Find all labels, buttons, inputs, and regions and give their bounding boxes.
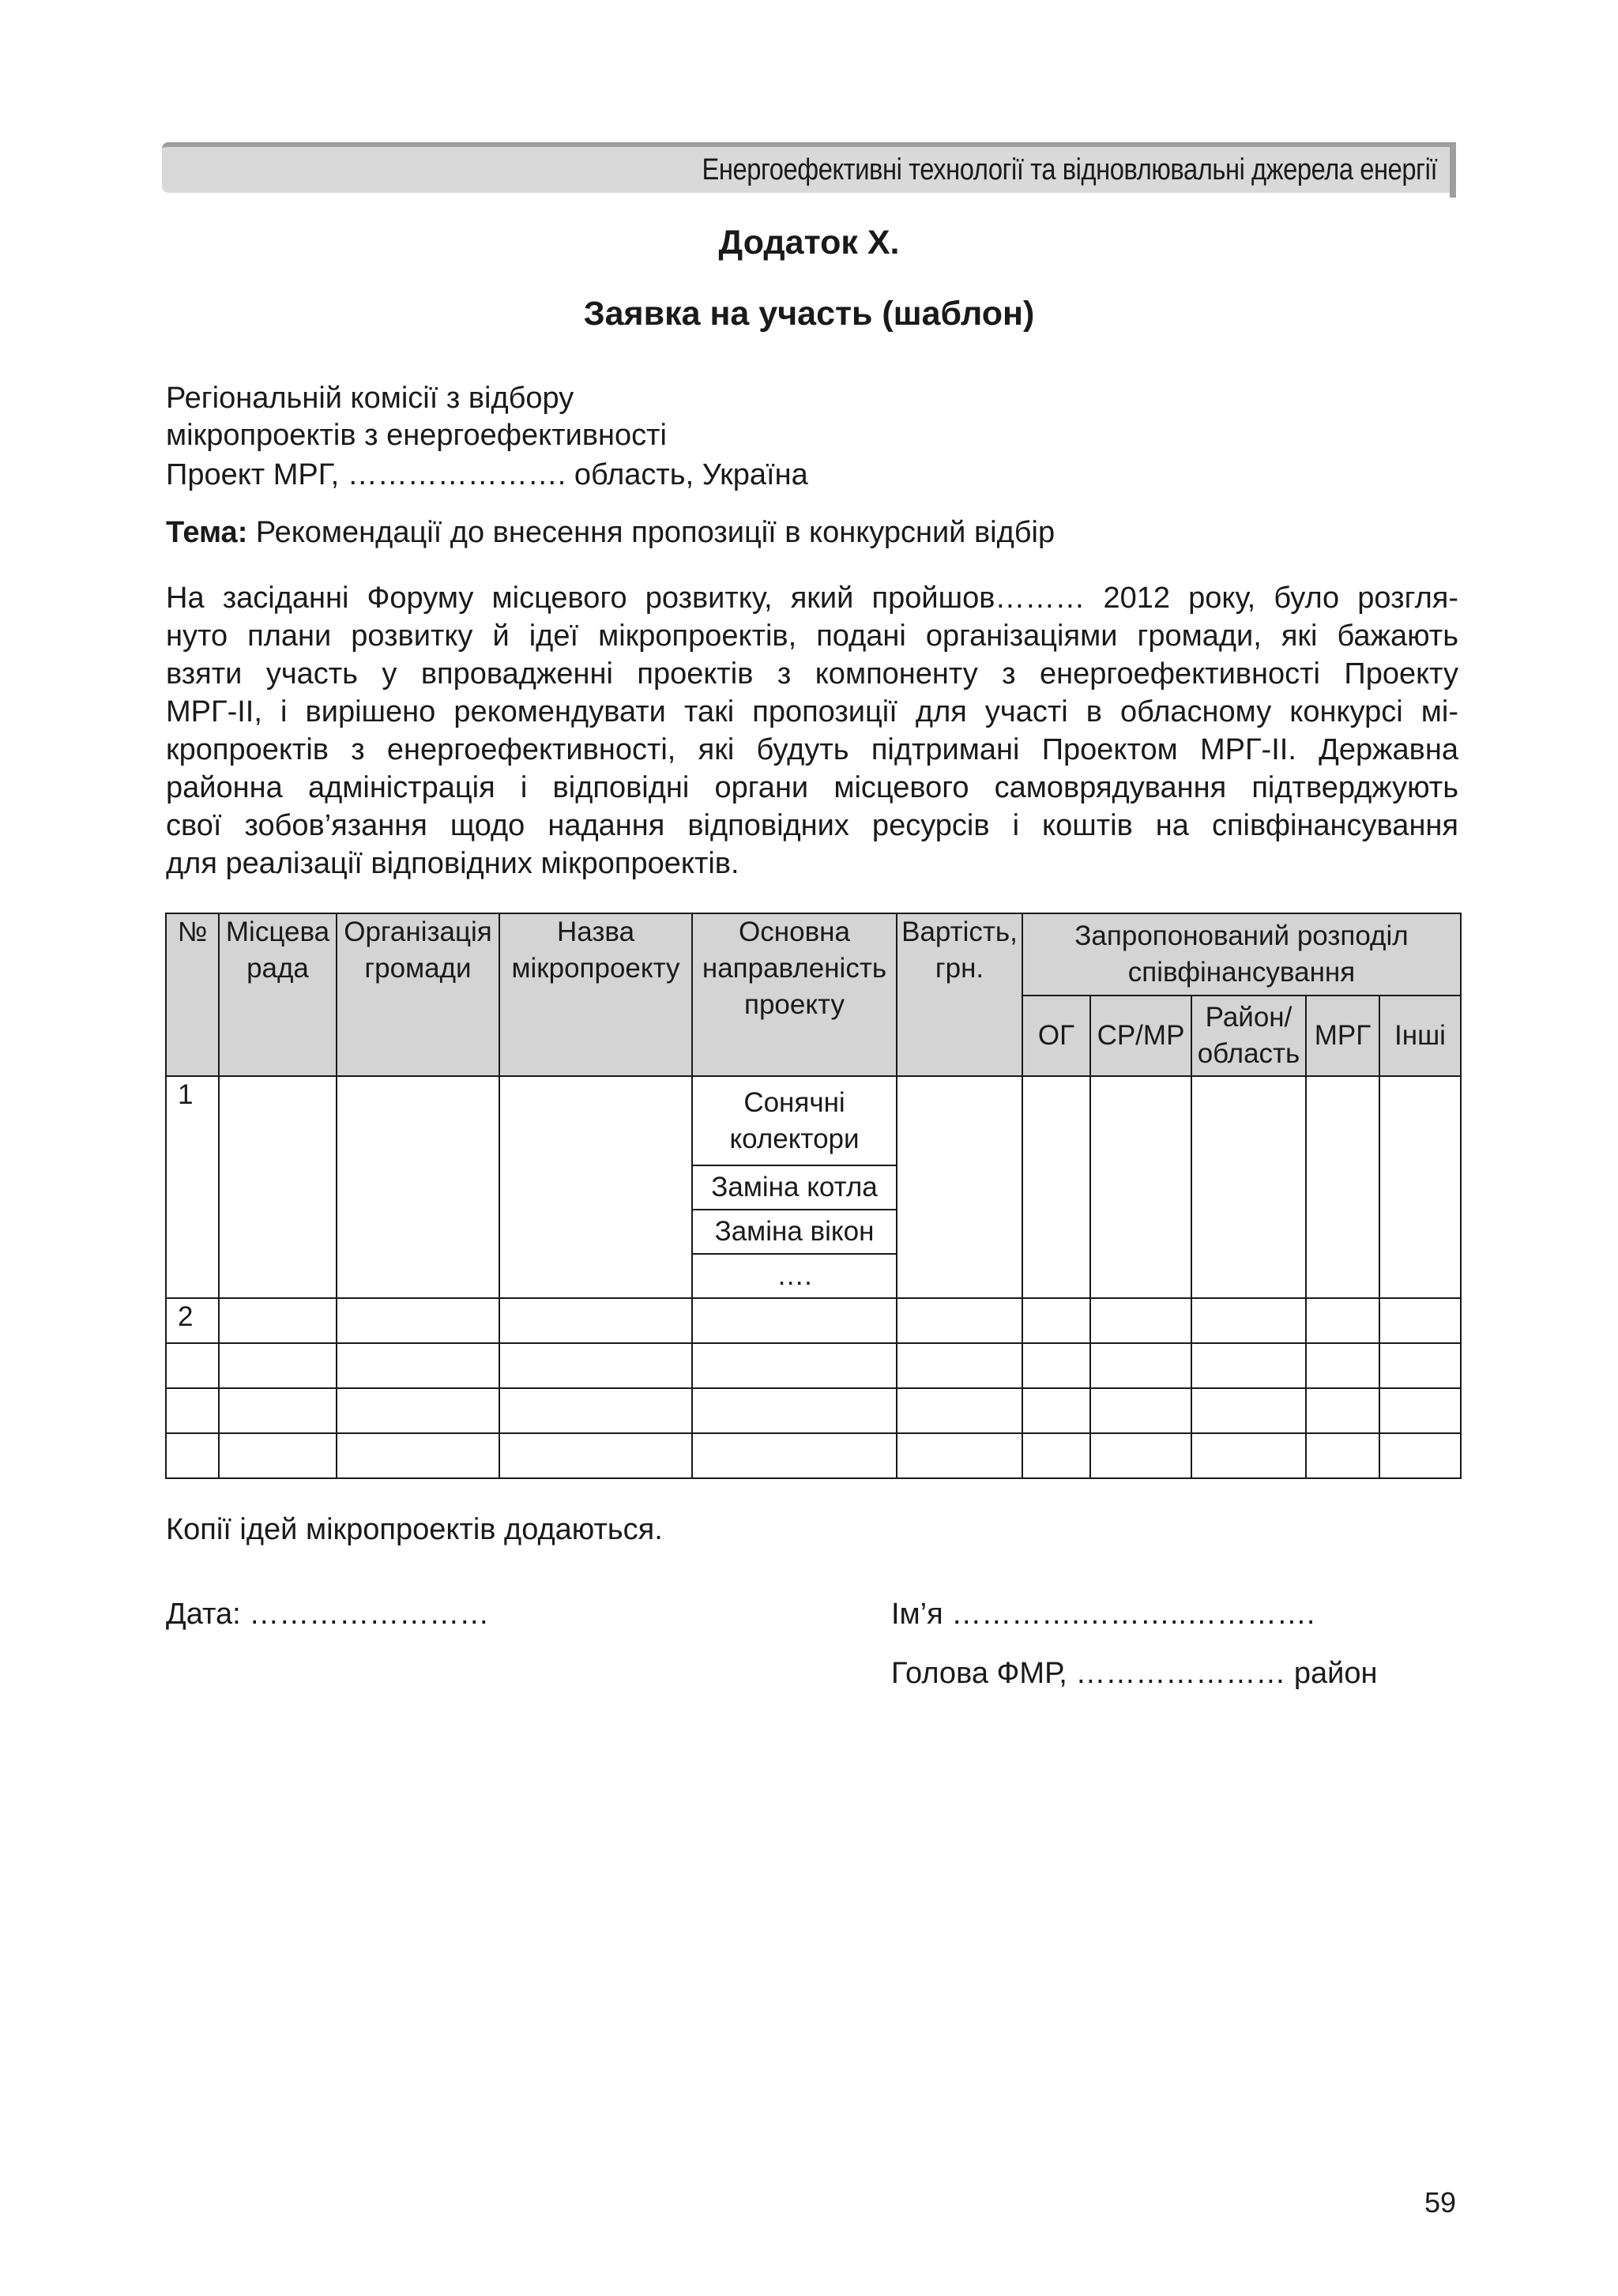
table-row [166, 1298, 1461, 1343]
running-title: Енергоефективні технології та відновлювальні джерела енергії [702, 153, 1437, 186]
table-cell [1022, 1076, 1090, 1298]
table-cell [1379, 1298, 1461, 1343]
body-paragraph [166, 579, 1458, 883]
table-cell [692, 1388, 897, 1433]
table-cell [1379, 1433, 1461, 1478]
header-region: Район/ область [1191, 996, 1306, 1076]
table-cell [1379, 1388, 1461, 1433]
table-cell [499, 1388, 692, 1433]
table-cell [1379, 1343, 1461, 1388]
table-cell [1191, 1343, 1306, 1388]
direction-item: Заміна вікон [692, 1210, 897, 1254]
paragraph-line: На засіданні Форуму місцевого розвитку, який пройшов……… 2012 року, було розгля- [166, 582, 1458, 615]
table-cell [1306, 1343, 1379, 1388]
table-cell [219, 1076, 337, 1298]
table-cell [1191, 1433, 1306, 1478]
paragraph-line: для реалізації відповідних мікропроектів. [166, 847, 739, 880]
header-distribution: Запропонований розподіл співфінансування [1022, 913, 1461, 996]
table-cell [499, 1433, 692, 1478]
table-cell [1090, 1076, 1191, 1298]
header-num: № [166, 913, 219, 1076]
table-cell [1022, 1343, 1090, 1388]
paragraph-line: нуто плани розвитку й ідеї мікропроектів, подані організаціями громади, які бажають [166, 619, 1458, 653]
date-field: Дата: …………………… [166, 1598, 490, 1631]
address-line-2: мікропроектів з енергоефективності [166, 419, 667, 452]
paragraph-line: взяти участь у впровадженні проектів з компоненту з енергоефективності Проекту [166, 657, 1458, 691]
table-row [166, 1388, 1461, 1433]
attachments-note: Копії ідей мікропроектів додаються. [166, 1513, 663, 1546]
header-cost: Вартість, грн. [897, 913, 1022, 1076]
header-project-name: Назва мікропроекту [499, 913, 692, 1076]
table-cell [1191, 1298, 1306, 1343]
theme-label: Тема: [166, 516, 248, 549]
table-cell [1191, 1388, 1306, 1433]
table-cell [166, 1343, 219, 1388]
table-cell [1090, 1388, 1191, 1433]
row-number: 2 [166, 1298, 219, 1343]
table-cell [499, 1076, 692, 1298]
header-org: Організація громади [337, 913, 499, 1076]
table-cell [897, 1076, 1022, 1298]
address-line-3: Проект МРГ, …………………. область, Україна [166, 458, 808, 491]
page-number: 59 [1424, 2186, 1457, 2219]
header-other: Інші [1379, 996, 1461, 1076]
table-cell [1090, 1298, 1191, 1343]
paragraph-line: свої зобов’язання щодо надання відповідних ресурсів і коштів на співфінансування [166, 809, 1458, 842]
table-cell [1306, 1076, 1379, 1298]
application-table [165, 913, 1462, 1479]
table-cell [1022, 1388, 1090, 1433]
header-og: ОГ [1022, 996, 1090, 1076]
table-cell [337, 1433, 499, 1478]
header-council: Місцева рада [219, 913, 337, 1076]
table-cell [219, 1388, 337, 1433]
table-cell [337, 1343, 499, 1388]
form-title: Заявка на участь (шаблон) [583, 295, 1035, 333]
table-cell [1379, 1076, 1461, 1298]
paragraph-line: районна адміністрація і відповідні органи місцевого самоврядування підтверджують [166, 771, 1458, 804]
header-direction: Основна направленість проекту [692, 913, 897, 1076]
table-cell [499, 1298, 692, 1343]
table-cell [1090, 1343, 1191, 1388]
table-cell [219, 1343, 337, 1388]
table-cell [897, 1343, 1022, 1388]
table-cell [337, 1388, 499, 1433]
paragraph-line: МРГ-ІІ, і вирішено рекомендувати такі пропозиції для участі в обласному конкурсі мі- [166, 695, 1458, 728]
table-cell [897, 1433, 1022, 1478]
table-cell [692, 1343, 897, 1388]
theme-text: Рекомендації до внесення пропозиції в конкурсний відбір [247, 516, 1055, 549]
header-sr-mr: СР/МР [1090, 996, 1191, 1076]
table-cell [1090, 1433, 1191, 1478]
name-field: Ім’я ………….………..…………. [891, 1598, 1315, 1631]
table-row [166, 1433, 1461, 1478]
chairman-field: Голова ФМР, ………………… район [891, 1657, 1378, 1690]
table-cell [166, 1433, 219, 1478]
theme-line [166, 516, 1055, 550]
table-cell [219, 1433, 337, 1478]
table-cell [692, 1298, 897, 1343]
table-cell [337, 1076, 499, 1298]
table-cell [499, 1343, 692, 1388]
table-cell [897, 1298, 1022, 1343]
direction-item: Сонячні колектори [692, 1076, 897, 1165]
table-cell [1306, 1388, 1379, 1433]
table-cell [1306, 1433, 1379, 1478]
table-cell [1191, 1076, 1306, 1298]
table-cell [1306, 1298, 1379, 1343]
direction-item: Заміна котла [692, 1165, 897, 1210]
appendix-title: Додаток Х. [718, 224, 900, 262]
table-cell [1022, 1433, 1090, 1478]
address-line-1: Регіональній комісії з відбору [166, 382, 574, 415]
header-mrg: МРГ [1306, 996, 1379, 1076]
row-number: 1 [166, 1076, 219, 1298]
running-header [162, 142, 1456, 193]
table-row [166, 1076, 1461, 1121]
table-cell [692, 1433, 897, 1478]
table-cell [1022, 1298, 1090, 1343]
table-cell [897, 1388, 1022, 1433]
table-cell [166, 1388, 219, 1433]
direction-item: …. [692, 1254, 897, 1298]
table-row [166, 1343, 1461, 1388]
paragraph-line: кропроектів з енергоефективності, які будуть підтримані Проектом МРГ-ІІ. Державна [166, 733, 1458, 766]
table-cell [219, 1298, 337, 1343]
table-cell [337, 1298, 499, 1343]
